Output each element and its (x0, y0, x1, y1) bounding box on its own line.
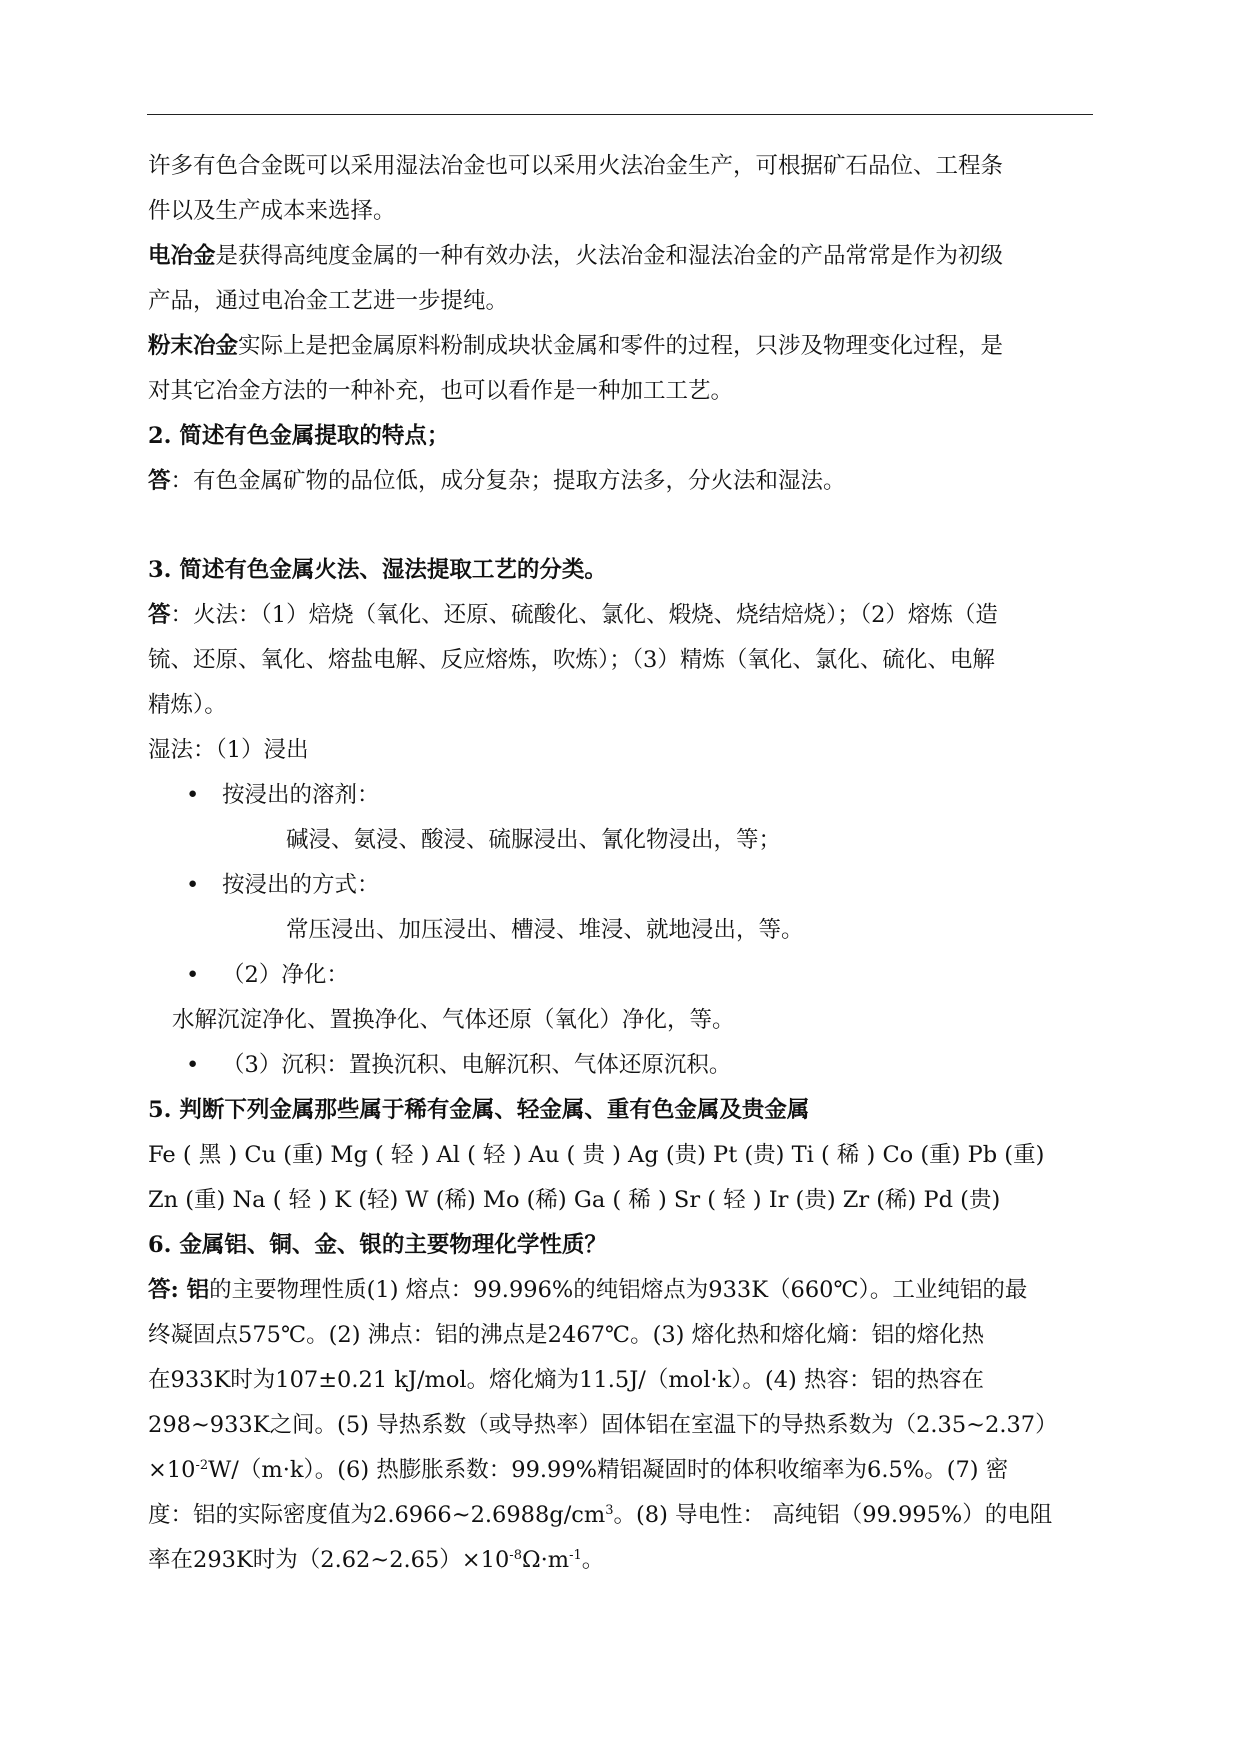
paragraph-line: 对其它冶金方法的一种补充，也可以看作是一种加工工艺。 (148, 378, 734, 404)
bullet-item (148, 1043, 1094, 1088)
answer-label: 答 (148, 602, 171, 628)
question-5-title: 5. 判断下列金属那些属于稀有金属、轻金属、重有色金属及贵金属 (148, 1097, 810, 1123)
term-powder-metallurgy: 粉末冶金 (148, 333, 239, 359)
paragraph-line (148, 1538, 1094, 1583)
bullet-detail: 常压浸出、加压浸出、槽浸、堆浸、就地浸出，等。 (286, 917, 804, 943)
superscript: -1 (569, 1548, 582, 1563)
paragraph-line (148, 234, 1094, 279)
text-run: 度：铝的实际密度值为2.6966~2.6988g/cm (148, 1502, 606, 1528)
question-2-answer (148, 459, 1094, 504)
paragraph-line: 锍、还原、氧化、熔盐电解、反应熔炼，吹炼）；（3）精炼（氧化、氯化、硫化、电解 (148, 647, 995, 673)
superscript: 3 (605, 1503, 614, 1518)
paragraph-line: 在933K时为107±0.21 kJ/mol。熔化熵为11.5J/（mol·k）。(4) 热容：铝的热容在 (148, 1367, 984, 1393)
document-body (148, 144, 1094, 1583)
paragraph-line (148, 324, 1094, 369)
superscript: -8 (509, 1548, 522, 1563)
bullet-text: 按浸出的方式： (222, 872, 380, 898)
paragraph-line: 终凝固点575℃。(2) 沸点：铝的沸点是2467℃。(3) 熔化热和熔化熵：铝的熔化热 (148, 1322, 985, 1348)
text-run: 率在293K时为（2.62~2.65）×10 (148, 1547, 510, 1573)
bullet-icon: • (186, 1052, 200, 1078)
paragraph-line (148, 1448, 1094, 1493)
text-run: 。(8) 导电性： 高纯铝（99.995%）的电阻 (613, 1502, 1053, 1528)
answer-text: ：火法：（1）焙烧（氧化、还原、硫酸化、氯化、煅烧、烧结焙烧）；（2）熔炼（造 (170, 602, 998, 628)
question-3-answer (148, 593, 1094, 638)
bullet-item (148, 773, 1094, 818)
question-3-title: 3. 简述有色金属火法、湿法提取工艺的分类。 (148, 557, 607, 583)
term-electrometallurgy: 电冶金 (148, 243, 216, 269)
text-run: ×10 (148, 1457, 196, 1483)
paragraph-line: 许多有色合金既可以采用湿法冶金也可以采用火法冶金生产，可根据矿石品位、工程条 (148, 153, 1004, 179)
text-run: 。 (581, 1547, 605, 1573)
term-aluminum: 铝 (178, 1277, 210, 1303)
paragraph-line (148, 1493, 1094, 1538)
bullet-icon: • (186, 872, 200, 898)
question-6-answer (148, 1268, 1094, 1313)
answer-label: 答 (148, 468, 171, 494)
paragraph-text: 实际上是把金属原料粉制成块状金属和零件的过程，只涉及物理变化过程，是 (238, 333, 1004, 359)
bullet-detail: 水解沉淀净化、置换净化、气体还原（氧化）净化，等。 (172, 1007, 735, 1033)
text-run: W/（m·k）。(6) 热膨胀系数：99.99%精铝凝固时的体积收缩率为6.5%。(7) 密 (208, 1457, 1009, 1483)
paragraph-line: 298~933K之间。(5) 导热系数（或导热率）固体铝在室温下的导热系数为（2.35~2.37） (148, 1412, 1058, 1438)
metal-classification-line: Fe ( 黑 ) Cu (重) Mg ( 轻 ) Al ( 轻 ) Au ( 贵 ) Ag (贵) Pt (贵) Ti ( 稀 ) Co (重) Pb (重) (148, 1142, 1045, 1168)
bullet-text: 按浸出的溶剂： (222, 782, 380, 808)
paragraph-line: 精炼）。 (148, 692, 227, 718)
answer-text: ：有色金属矿物的品位低，成分复杂；提取方法多，分火法和湿法。 (170, 468, 846, 494)
bullet-text: （2）净化： (222, 962, 349, 988)
question-2-title: 2. 简述有色金属提取的特点； (148, 423, 450, 449)
paragraph-text: 是获得高纯度金属的一种有效办法，火法冶金和湿法冶金的产品常常是作为初级 (215, 243, 1004, 269)
header-rule (147, 114, 1093, 115)
paragraph-line: 件以及生产成本来选择。 (148, 198, 396, 224)
bullet-icon: • (186, 782, 200, 808)
bullet-item (148, 863, 1094, 908)
spacer (148, 504, 1094, 548)
bullet-icon: • (186, 962, 200, 988)
bullet-detail: 碱浸、氨浸、酸浸、硫脲浸出、氰化物浸出，等； (286, 827, 782, 853)
question-6-title: 6. 金属铝、铜、金、银的主要物理化学性质？ (148, 1232, 607, 1258)
bullet-item (148, 953, 1094, 998)
wet-method-heading: 湿法：（1）浸出 (148, 737, 309, 763)
text-run: Ω·m (521, 1547, 570, 1573)
paragraph-line: 产品，通过电冶金工艺进一步提纯。 (148, 288, 509, 314)
metal-classification-line: Zn (重) Na ( 轻 ) K (轻) W (稀) Mo (稀) Ga ( 稀 ) Sr ( 轻 ) Ir (贵) Zr (稀) Pd (贵) (148, 1187, 1001, 1213)
answer-label: 答: (148, 1277, 179, 1303)
bullet-text: （3）沉积：置换沉积、电解沉积、气体还原沉积。 (222, 1052, 732, 1078)
answer-text: 的主要物理性质(1) 熔点：99.996%的纯铝熔点为933K（660℃）。工业纯铝的最 (209, 1277, 1028, 1303)
superscript: -2 (195, 1458, 209, 1473)
